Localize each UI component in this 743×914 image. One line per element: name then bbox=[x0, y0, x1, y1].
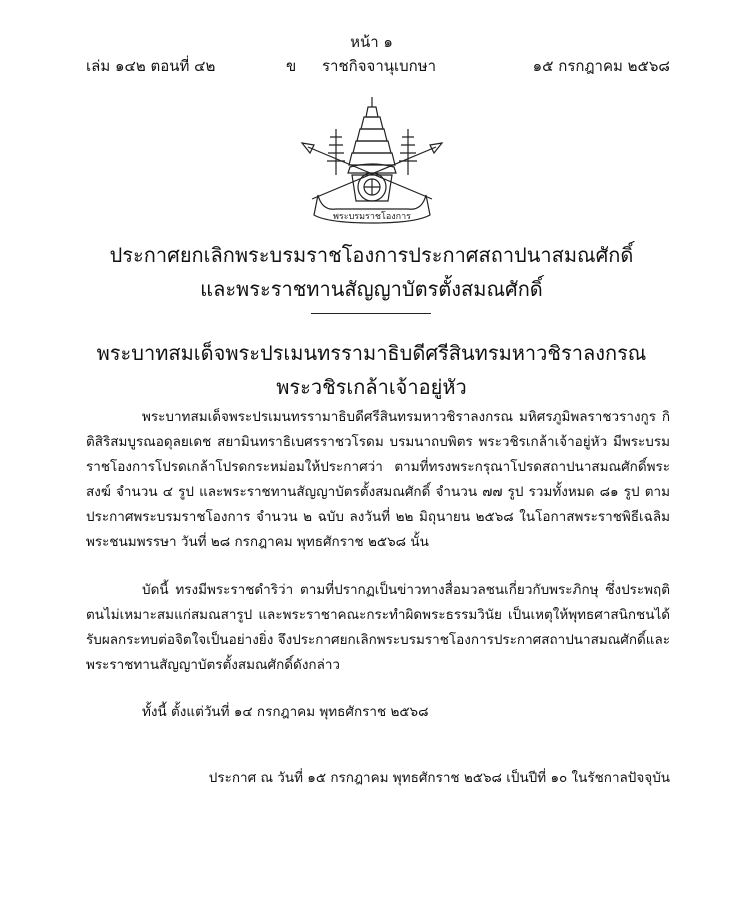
page-number: หน้า ๑ bbox=[350, 33, 393, 51]
publication-name: ราชกิจจานุเบกษา bbox=[322, 57, 437, 75]
king-name-line2: พระวชิรเกล้าเจ้าอยู่หัว bbox=[276, 375, 467, 399]
emblem-ribbon-text: พระบรมราชโองการ bbox=[332, 212, 412, 222]
royal-seal-emblem-icon bbox=[292, 95, 452, 227]
announcement-title-line1: ประกาศยกเลิกพระบรมราชโองการประกาศสถาปนาสมณศักดิ์ bbox=[109, 243, 634, 267]
header-date: ๑๕ กรกฎาคม ๒๕๖๘ bbox=[532, 57, 670, 75]
body-paragraph-3: ทั้งนี้ ตั้งแต่วันที่ ๑๔ กรกฎาคม พุทธศักราช ๒๕๖๘ bbox=[142, 704, 429, 720]
section-letter: ข bbox=[286, 57, 297, 75]
body-paragraph-1: พระบาทสมเด็จพระปรเมนทรรามาธิบดีศรีสินทรมหาวชิราลงกรณ มหิศรภูมิพลราชวรางกูร กิติสิริสมบูรณอดุลยเดช สยามินทราธิเบศรราชวโรดม บรมนาถบพิตร พระวชิรเกล้าเจ้าอยู่หัว มีพระบรมราชโองการโปรดเกล้าโปรดกระหม่อมให้ประกาศว่า ตามที่ทรงพระกรุณาโปรดสถาปนาสมณศักดิ์พระสงฆ์ จำนวน ๔ รูป และพระราชทานสัญญาบัตรตั้งสมณศักดิ์ จำนวน ๗๗ รูป รวมทั้งหมด ๘๑ รูป ตามประกาศพระบรมราชโองการ จำนวน ๒ ฉบับ ลงวันที่ ๒๒ มิถุนายน ๒๕๖๘ ในโอกาสพระราชพิธีเฉลิมพระชนมพรรษา วันที่ ๒๘ กรกฎาคม พุทธศักราช ๒๕๖๘ นั้น bbox=[86, 409, 670, 550]
king-name-line1: พระบาทสมเด็จพระปรเมนทรรามาธิบดีศรีสินทรมหาวชิราลงกรณ bbox=[96, 341, 647, 365]
body-paragraph-2: บัดนี้ ทรงมีพระราชดำริว่า ตามที่ปรากฏเป็นข่าวทางสื่อมวลชนเกี่ยวกับพระภิกษุ ซึ่งประพฤติตนไม่เหมาะสมแก่สมณสารูป และพระราชาคณะกระทำผิดพระธรรมวินัย เป็นเหตุให้พุทธศาสนิกชนได้รับผลกระทบต่อจิตใจเป็นอย่างยิ่ง จึงประกาศยกเลิกพระบรมราชโองการประกาศสถาปนาสมณศักดิ์และพระราชทานสัญญาบัตรตั้งสมณศักดิ์ดังกล่าว bbox=[86, 582, 670, 673]
volume-issue: เล่ม ๑๔๒ ตอนที่ ๔๒ bbox=[86, 57, 216, 75]
announcement-title-line2: และพระราชทานสัญญาบัตรตั้งสมณศักดิ์ bbox=[200, 277, 543, 301]
proclamation-date: ประกาศ ณ วันที่ ๑๕ กรกฎาคม พุทธศักราช ๒๕๖๘ เป็นปีที่ ๑๐ ในรัชกาลปัจจุบัน bbox=[208, 770, 670, 786]
title-divider bbox=[311, 313, 431, 314]
